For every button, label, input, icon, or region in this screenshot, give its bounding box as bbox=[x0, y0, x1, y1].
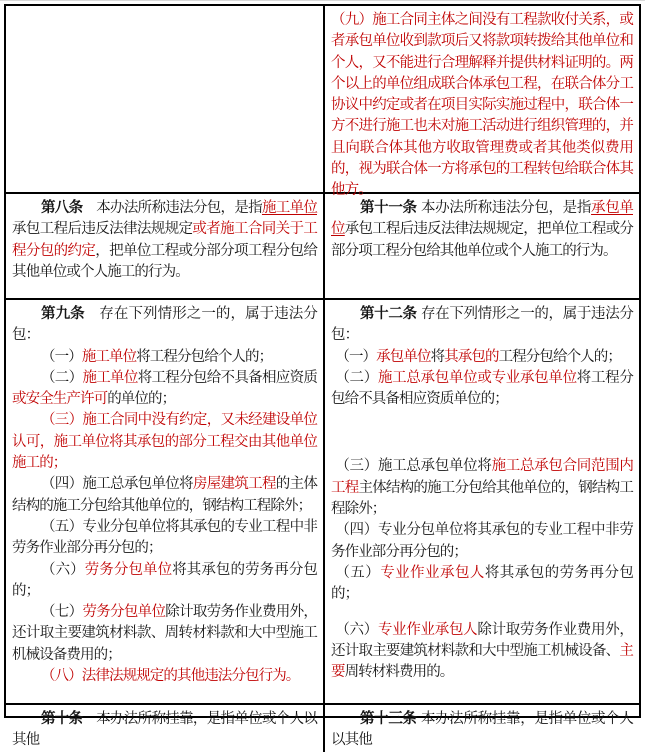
highlighted-text-run: （八）法律法规规定的其他违法分包行为。 bbox=[41, 668, 300, 685]
paragraph bbox=[12, 560, 317, 603]
highlighted-text-run: 施工总承包单位或专业承包单位 bbox=[377, 369, 577, 386]
highlighted-text-run: 承包单位 bbox=[331, 200, 633, 238]
paragraph bbox=[12, 474, 317, 517]
paragraph bbox=[12, 666, 317, 687]
cell-row4-left-article10-clipped bbox=[6, 705, 325, 752]
paragraph bbox=[331, 563, 633, 606]
text-run: 的主体结构的施工分包给其他单位的，钢结构工程除外； bbox=[12, 476, 317, 514]
cell-row3-right-article12 bbox=[325, 300, 639, 705]
highlighted-text-run: 或安全生产许可 bbox=[12, 391, 108, 408]
text-run: 承包工程后违反法律法规规定 bbox=[12, 221, 193, 238]
cell-row1-right-item9 bbox=[325, 6, 639, 199]
paragraph bbox=[331, 456, 633, 520]
paragraph bbox=[12, 602, 317, 666]
paragraph bbox=[12, 709, 317, 752]
text-run: ，把单位工程或分部分项工程分包给其他单位或个人施工的行为。 bbox=[12, 242, 317, 280]
text-run: （二） bbox=[335, 369, 378, 386]
highlighted-text-run: 劳务分包单位 bbox=[84, 561, 173, 578]
cell-row4-right-article13-clipped bbox=[325, 705, 639, 752]
text-run: 周转材料费用的。 bbox=[344, 664, 454, 681]
text-run: 将其承包的劳务再分包的； bbox=[331, 564, 634, 603]
paragraph bbox=[331, 304, 633, 347]
text-run: 工程分包给个人的； bbox=[498, 348, 621, 365]
text-run: 将工程分包给不具备相应资质单位的； bbox=[331, 369, 633, 408]
text-run: （五） bbox=[335, 564, 381, 581]
highlighted-text-run: （三）施工合同中没有约定，又未经建设单位认可，施工单位将其承包的部分工程交由其他单位施工的； bbox=[12, 412, 317, 472]
text-run: 的单位的； bbox=[107, 391, 176, 408]
text-run: 将 bbox=[430, 348, 445, 365]
text-run: 存在下列情形之一的，属于违法分包： bbox=[12, 306, 317, 344]
paragraph bbox=[331, 347, 633, 368]
text-run: 将其承包的劳务再分包的； bbox=[12, 561, 317, 599]
paragraph bbox=[331, 368, 633, 411]
paragraph bbox=[12, 347, 317, 368]
paragraph bbox=[331, 620, 633, 684]
highlighted-text-run: 承包单位 bbox=[376, 348, 431, 365]
highlighted-text-run: 主要 bbox=[331, 642, 633, 681]
text-run: 第八条 bbox=[41, 200, 83, 216]
highlighted-text-run: 施工单位 bbox=[81, 348, 137, 365]
text-run: 除计取劳务作业费用外，还计取主要建筑材料款、周转材料款和大中型施工机械设备费用的； bbox=[12, 604, 317, 663]
text-run: 存在下列情形之一的，属于违法分包： bbox=[331, 306, 633, 344]
paragraph bbox=[331, 520, 633, 563]
text-run: 本办法所称违法分包，是指 bbox=[416, 200, 592, 216]
highlighted-text-run: （九）施工合同主体之间没有工程款收付关系，或者承包单位收到款项后又将款项转拨给其他单位和个人，又不能进行合理解释并提供材料证明的。两个以上的单位组成联合体承包工程，在联合体分工协议中约定或者在项目实际实施过程中，联合体一方不进行施工也未对施工活动进行组织管理的，并且向联合体其他方收取管理费或者其他类似费用的，视为联合体一方将承包的工程转包给联合体其他方。 bbox=[331, 12, 633, 199]
regulation-comparison-table bbox=[4, 4, 641, 749]
text-run: （一） bbox=[41, 348, 82, 365]
highlighted-text-run: 施工单位 bbox=[261, 200, 317, 216]
cell-row2-right-article11 bbox=[325, 194, 639, 300]
paragraph bbox=[12, 368, 317, 411]
highlighted-text-run: 或者施工合同关于工程分包的约定 bbox=[12, 221, 317, 259]
cell-row2-left-article8 bbox=[6, 194, 325, 300]
text-run: （一） bbox=[335, 348, 377, 365]
cell-row1-left-empty bbox=[6, 6, 325, 194]
text-run: （六） bbox=[335, 621, 378, 638]
highlighted-text-run: 房屋建筑工程 bbox=[192, 476, 276, 493]
paragraph bbox=[331, 198, 633, 262]
text-run: 将工程分包给不具备相应资质 bbox=[137, 369, 317, 386]
paragraph bbox=[12, 304, 317, 347]
text-run: （三）施工总承包单位将 bbox=[335, 458, 492, 475]
text-run: 第十三条 bbox=[360, 711, 417, 727]
highlighted-text-run: 专业作业承包人 bbox=[380, 564, 485, 581]
text-run: 主体结构的施工分包给其他单位的，钢结构工程除外； bbox=[331, 479, 633, 518]
paragraph bbox=[12, 198, 317, 283]
paragraph bbox=[12, 517, 317, 560]
paragraph bbox=[12, 410, 317, 474]
paragraph bbox=[331, 10, 633, 202]
highlighted-text-run: 其承包的 bbox=[444, 348, 499, 365]
text-run: （五）专业分包单位将其承包的专业工程中非劳务作业部分再分包的； bbox=[12, 518, 317, 557]
text-run: 第十一条 bbox=[360, 200, 417, 216]
text-run: 将工程分包给个人的； bbox=[136, 348, 273, 365]
text-run: 第九条 bbox=[41, 306, 85, 322]
text-run: 除计取劳务作业费用外，还计取主要建筑材料款和大中型施工机械设备、 bbox=[331, 621, 633, 659]
text-run: （七） bbox=[41, 604, 83, 621]
text-run: （二） bbox=[41, 369, 83, 386]
text-run: 本办法所称违法分包，是指 bbox=[82, 200, 262, 216]
text-run: 第十二条 bbox=[360, 306, 417, 322]
text-run: 本办法所称挂靠，是指单位或个人以其他 bbox=[12, 711, 317, 749]
highlighted-text-run: 施工单位 bbox=[82, 369, 138, 386]
highlighted-text-run: 专业作业承包人 bbox=[377, 621, 478, 638]
cell-row3-left-article9 bbox=[6, 300, 325, 705]
highlighted-text-run: 施工总承包合同范围内工程 bbox=[331, 458, 633, 496]
text-run: 本办法所称挂靠，是指单位或个人以其他 bbox=[331, 711, 633, 749]
text-run: 第十条 bbox=[41, 711, 83, 727]
highlighted-text-run: 劳务分包单位 bbox=[82, 604, 166, 621]
text-run: （六） bbox=[41, 561, 85, 578]
text-run: 承包工程后违反法律法规规定，把单位工程或分部分项工程分包给其他单位或个人施工的行为。 bbox=[331, 221, 633, 259]
text-run: （四）施工总承包单位将 bbox=[41, 476, 193, 493]
text-run: （四）专业分包单位将其承包的专业工程中非劳务作业部分再分包的； bbox=[331, 522, 633, 560]
paragraph bbox=[331, 709, 633, 752]
